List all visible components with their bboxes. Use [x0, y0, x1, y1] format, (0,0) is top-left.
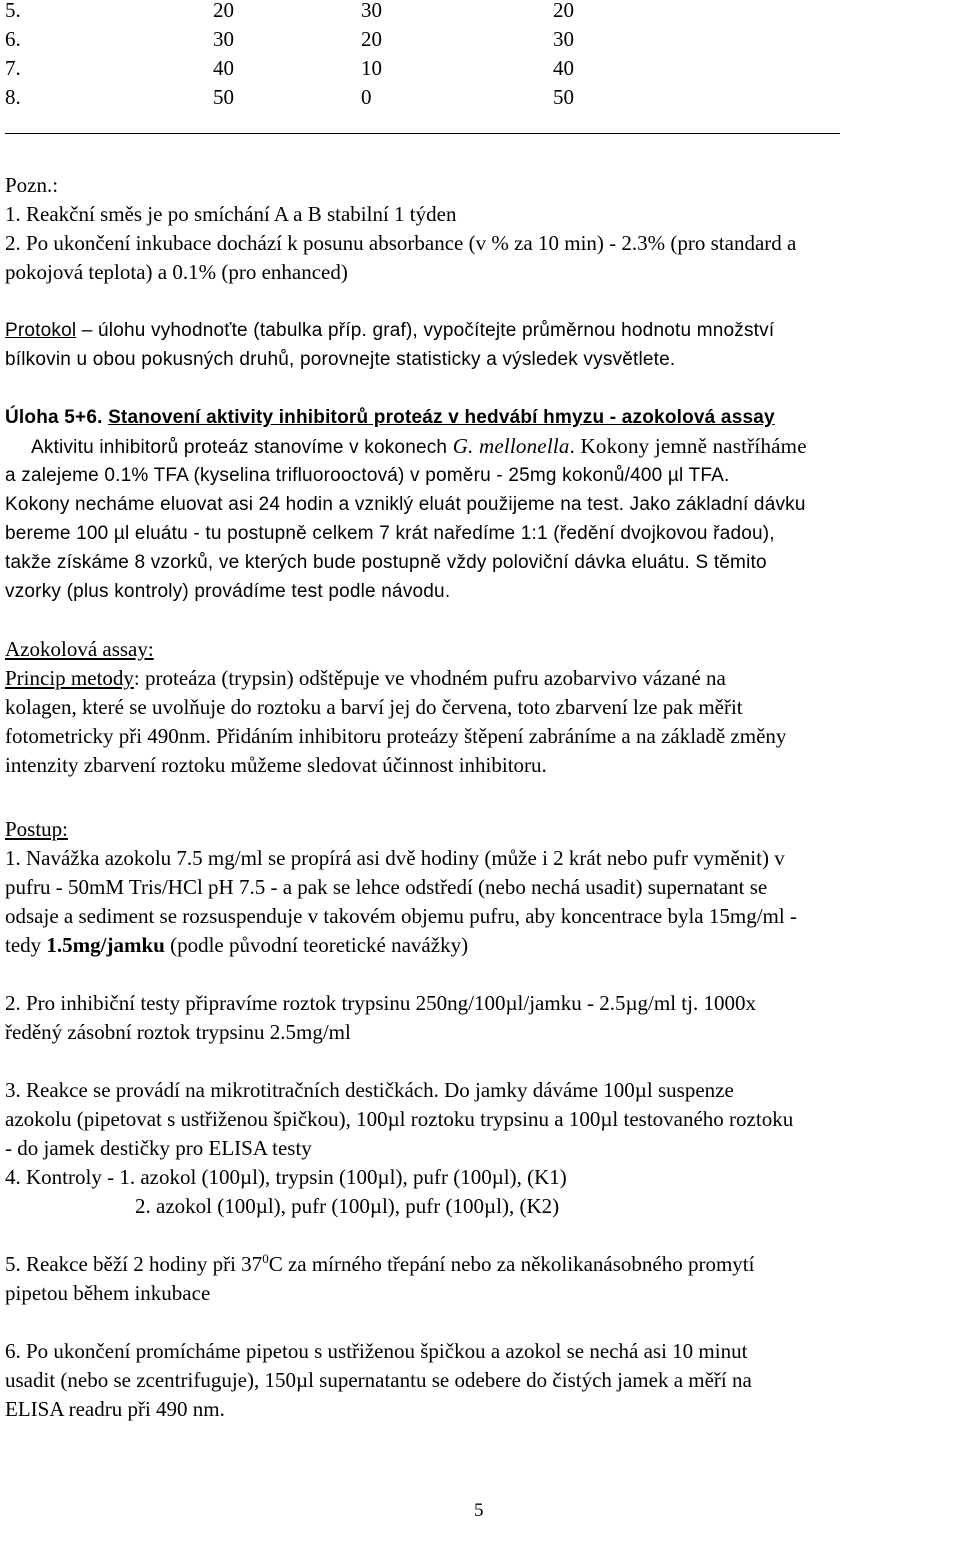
protocol-text: bílkovin u obou pokusných druhů, porovnejte statisticky a výsledek vysvětlete.: [5, 349, 676, 370]
table-cell: 5.: [5, 0, 21, 22]
task-label: Úloha 5+6.: [5, 407, 103, 428]
procedure-step: odsaje a sediment se rozsuspenduje v takovém objemu pufru, aby koncentrace byla 15mg/ml -: [5, 904, 797, 928]
procedure-step: pipetou během inkubace: [5, 1281, 211, 1305]
procedure-step: 1. Navážka azokolu 7.5 mg/ml se propírá asi dvě hodiny (může i 2 krát nebo pufr vyměnit) v: [5, 846, 785, 870]
table-cell: 20: [553, 0, 574, 22]
table-cell: 50: [553, 85, 574, 109]
table-cell: 30: [213, 27, 234, 51]
table-cell: 30: [361, 0, 382, 22]
assay-text: fotometricky při 490nm. Přidáním inhibitoru proteázy štěpení zabráníme a na základě změny: [5, 724, 787, 748]
task-text: a zalejeme 0.1% TFA (kyselina trifluorooctová) v poměru - 25mg kokonů/400 µl TFA.: [5, 465, 730, 486]
procedure-step: 2. Pro inhibiční testy připravíme roztok trypsinu 250ng/100µl/jamku - 2.5µg/ml tj. 1000x: [5, 991, 756, 1015]
table-cell: 6.: [5, 27, 21, 51]
task-title: Stanovení aktivity inhibitorů proteáz v hedvábí hmyzu - azokolová assay: [108, 407, 775, 428]
procedure-heading: Postup:: [5, 817, 69, 841]
task-text: takže získáme 8 vzorků, ve kterých bude postupně vždy poloviční dávka eluátu. S těmito: [5, 552, 767, 573]
procedure-step: azokolu (pipetovat s ustřiženou špičkou), 100µl roztoku trypsinu a 100µl testovaného roztoku: [5, 1107, 794, 1131]
table-cell: 8.: [5, 85, 21, 109]
procedure-step: 2. azokol (100µl), pufr (100µl), pufr (100µl), (K2): [135, 1194, 560, 1218]
task-text: Kokony necháme eluovat asi 24 hodin a vzniklý eluát použijeme na test. Jako základní dávku: [5, 494, 806, 515]
assay-heading: Azokolová assay:: [5, 637, 154, 661]
table-cell: 0: [361, 85, 372, 109]
table-cell: 20: [361, 27, 382, 51]
assay-text: Princip metody: proteáza (trypsin) odštěpuje ve vhodném pufru azobarvivo vázané na: [5, 666, 726, 690]
note-item: 2. Po ukončení inkubace dochází k posunu absorbance (v % za 10 min) - 2.3% (pro standard a: [5, 231, 797, 255]
procedure-step: 6. Po ukončení promícháme pipetou s ustřiženou špičkou a azokol se nechá asi 10 minut: [5, 1339, 748, 1363]
note-heading: Pozn.:: [5, 173, 59, 197]
procedure-step: 3. Reakce se provádí na mikrotitračních destičkách. Do jamky dáváme 100µl suspenze: [5, 1078, 734, 1102]
table-cell: 30: [553, 27, 574, 51]
table-cell: 40: [553, 56, 574, 80]
task-text: Aktivitu inhibitorů proteáz stanovíme v kokonech G. mellonella. Kokony jemně nastříháme: [31, 434, 807, 458]
procedure-step: - do jamek destičky pro ELISA testy: [5, 1136, 312, 1160]
task-text: bereme 100 µl eluátu - tu postupně celkem 7 krát naředíme 1:1 (ředění dvojkovou řadou),: [5, 523, 775, 544]
protocol-label: Protokol: [5, 320, 77, 341]
assay-text: intenzity zbarvení roztoku můžeme sledovat účinnost inhibitoru.: [5, 753, 547, 777]
task-heading: [5, 403, 775, 432]
procedure-step: usadit (nebo se zcentrifuguje), 150µl supernatantu se odebere do čistých jamek a měří na: [5, 1368, 752, 1392]
page-number: 5: [474, 1500, 484, 1521]
table-cell: 10: [361, 56, 382, 80]
protocol-text: Protokol – úlohu vyhodnoťte (tabulka příp. graf), vypočítejte průměrnou hodnotu množství: [5, 320, 775, 341]
procedure-step: 4. Kontroly - 1. azokol (100µl), trypsin (100µl), pufr (100µl), (K1): [5, 1165, 567, 1189]
divider-line: [5, 133, 840, 134]
procedure-step: pufru - 50mM Tris/HCl pH 7.5 - a pak se lehce odstředí (nebo nechá usadit) supernatant se: [5, 875, 768, 899]
procedure-step: ředěný zásobní roztok trypsinu 2.5mg/ml: [5, 1020, 351, 1044]
procedure-step: ELISA readru při 490 nm.: [5, 1397, 225, 1421]
note-item: pokojová teplota) a 0.1% (pro enhanced): [5, 260, 348, 284]
procedure-step: tedy 1.5mg/jamku (podle původní teoretické navážky): [5, 933, 469, 957]
table-cell: 50: [213, 85, 234, 109]
table-cell: 40: [213, 56, 234, 80]
note-item: 1. Reakční směs je po smíchání A a B stabilní 1 týden: [5, 202, 457, 226]
table-cell: 7.: [5, 56, 21, 80]
task-text: vzorky (plus kontroly) provádíme test podle návodu.: [5, 581, 451, 602]
principle-label: Princip metody: [5, 666, 134, 690]
assay-text: kolagen, které se uvolňuje do roztoku a barví jej do červena, toto zbarvení lze pak měřit: [5, 695, 743, 719]
table-cell: 20: [213, 0, 234, 22]
procedure-step: 5. Reakce běží 2 hodiny při $37^0C$ za mírného třepání nebo za několikanásobného promytí: [5, 1251, 755, 1276]
